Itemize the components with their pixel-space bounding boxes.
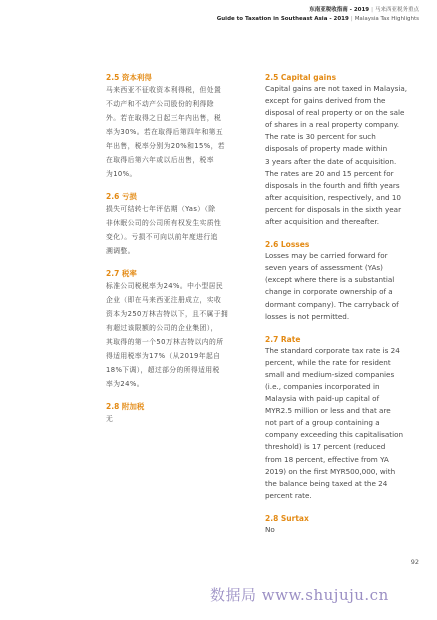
- section-rate-en: [265, 334, 425, 502]
- text-line: percent rate.: [265, 490, 312, 500]
- text-line: 其取得的第一个50万林吉特以内的所: [106, 338, 224, 346]
- text-line: 为10%。: [106, 170, 137, 178]
- text-line: 损失可结转七年评估期（Yas）（除: [106, 205, 216, 213]
- section-surtax-cn: [106, 401, 254, 426]
- text-line: small and medium-sized companies: [265, 369, 395, 379]
- text-line: change in corporate ownership of a: [265, 287, 393, 297]
- text-line: threshold) is 17 percent (reduced: [265, 442, 386, 452]
- section-heading: 2.8 附加税: [106, 402, 145, 411]
- section-capital-gains-cn: [106, 72, 254, 181]
- text-line: 不动产和不动产公司股份的利得除: [106, 100, 214, 108]
- section-rate-cn: [106, 268, 254, 391]
- text-line: disposals in the fourth and fifth years: [265, 180, 400, 190]
- text-line: 非休眠公司的公司所有权发生实质性: [106, 219, 222, 227]
- text-line: except for gains derived from the: [265, 96, 386, 106]
- section-heading: 2.7 税率: [106, 269, 137, 278]
- text-line: 2019) on the first MYR500,000, with: [265, 466, 396, 476]
- section-heading: 2.5 Capital gains: [265, 73, 337, 82]
- text-line: 18%下调），超过部分的所得适用税: [106, 366, 220, 374]
- section-heading: 2.7 Rate: [265, 334, 301, 344]
- text-line: No: [265, 524, 275, 534]
- section-losses-cn: [106, 191, 254, 258]
- english-column: [265, 72, 425, 536]
- page-number: 92: [410, 558, 419, 566]
- header-title-en: Guide to Taxation in Southeast Asia - 2019: [216, 16, 349, 22]
- section-heading: 2.8 Surtax: [265, 513, 309, 523]
- text-line: 资本为250万林吉特以下，且不属于拥: [106, 310, 229, 318]
- text-line: of shares in a real property company.: [265, 120, 400, 130]
- section-surtax-en: [265, 513, 425, 536]
- text-line: Losses may be carried forward for: [265, 251, 388, 261]
- section-losses-en: [265, 239, 425, 323]
- text-line: disposal of real property or on the sale: [265, 108, 405, 118]
- text-line: 外。若在取得之日起三年内出售，税: [106, 114, 222, 122]
- text-line: (except where there is a substantial: [265, 275, 395, 285]
- chinese-column: [106, 72, 254, 426]
- text-line: the balance being taxed at the 24: [265, 478, 388, 488]
- header-row-en: [217, 15, 419, 24]
- header-separator: |: [371, 7, 373, 13]
- text-line: 溯调整。: [106, 247, 135, 255]
- text-line: 企业（即在马来西亚注册成立，实收: [106, 296, 222, 304]
- text-line: The standard corporate tax rate is 24: [265, 345, 400, 355]
- text-line: 标准公司税税率为24%。中小型居民: [106, 282, 224, 290]
- text-line: after acquisition and thereafter.: [265, 217, 380, 227]
- text-line: 得适用税率为17%（从2019年起自: [106, 352, 221, 360]
- text-line: from 18 percent, effective from YA: [265, 454, 389, 464]
- text-line: The rate is 30 percent for such: [265, 132, 376, 142]
- header-title-cn: 东南亚税收指南 - 2019: [309, 7, 370, 13]
- header-subtitle-cn: 马来西亚税务重点: [374, 7, 419, 13]
- text-line: not part of a group containing a: [265, 418, 380, 428]
- section-capital-gains-en: [265, 72, 425, 228]
- header-subtitle-en: Malaysia Tax Highlights: [354, 16, 419, 22]
- text-line: 马来西亚不征收资本利得税，但处置: [106, 86, 222, 94]
- text-line: (i.e., companies incorporated in: [265, 381, 380, 391]
- text-line: 年出售，税率分别为20%和15%，若: [106, 142, 225, 150]
- section-heading: 2.6 Losses: [265, 240, 310, 250]
- text-line: 在取得后第六年或以后出售，税率: [106, 156, 214, 164]
- text-line: MYR2.5 million or less and that are: [265, 406, 391, 416]
- text-line: 无: [106, 415, 114, 423]
- text-line: percent, while the rate for resident: [265, 357, 391, 367]
- text-line: Capital gains are not taxed in Malaysia,: [265, 84, 408, 93]
- section-heading: 2.6 亏损: [106, 192, 137, 201]
- text-line: 3 years after the date of acquisition.: [265, 156, 397, 166]
- text-line: losses is not permitted.: [265, 311, 350, 321]
- text-line: percent for disposals in the sixth year: [265, 204, 402, 214]
- text-line: seven years of assessment (YAs): [265, 263, 383, 273]
- page-header: [217, 6, 419, 24]
- text-line: The rates are 20 and 15 percent for: [265, 168, 394, 178]
- watermark: 数据局 www.shujuju.cn: [210, 586, 389, 604]
- text-line: after acquisition, respectively, and 10: [265, 192, 402, 202]
- text-line: 率为24%。: [106, 380, 144, 388]
- text-line: Malaysia with paid-up capital of: [265, 394, 380, 404]
- text-line: company exceeding this capitalisation: [265, 430, 404, 440]
- header-row-cn: [217, 6, 419, 15]
- text-line: dormant company). The carryback of: [265, 299, 399, 309]
- section-heading: 2.5 资本利得: [106, 73, 152, 82]
- text-line: disposals of property made within: [265, 144, 388, 154]
- header-separator: |: [350, 16, 353, 22]
- text-line: 变化）。亏损不可向以前年度进行追: [106, 233, 218, 241]
- text-line: 有超过该限额的公司的企业集团），: [106, 324, 218, 332]
- text-line: 率为30%。若在取得后第四年和第五: [106, 128, 224, 136]
